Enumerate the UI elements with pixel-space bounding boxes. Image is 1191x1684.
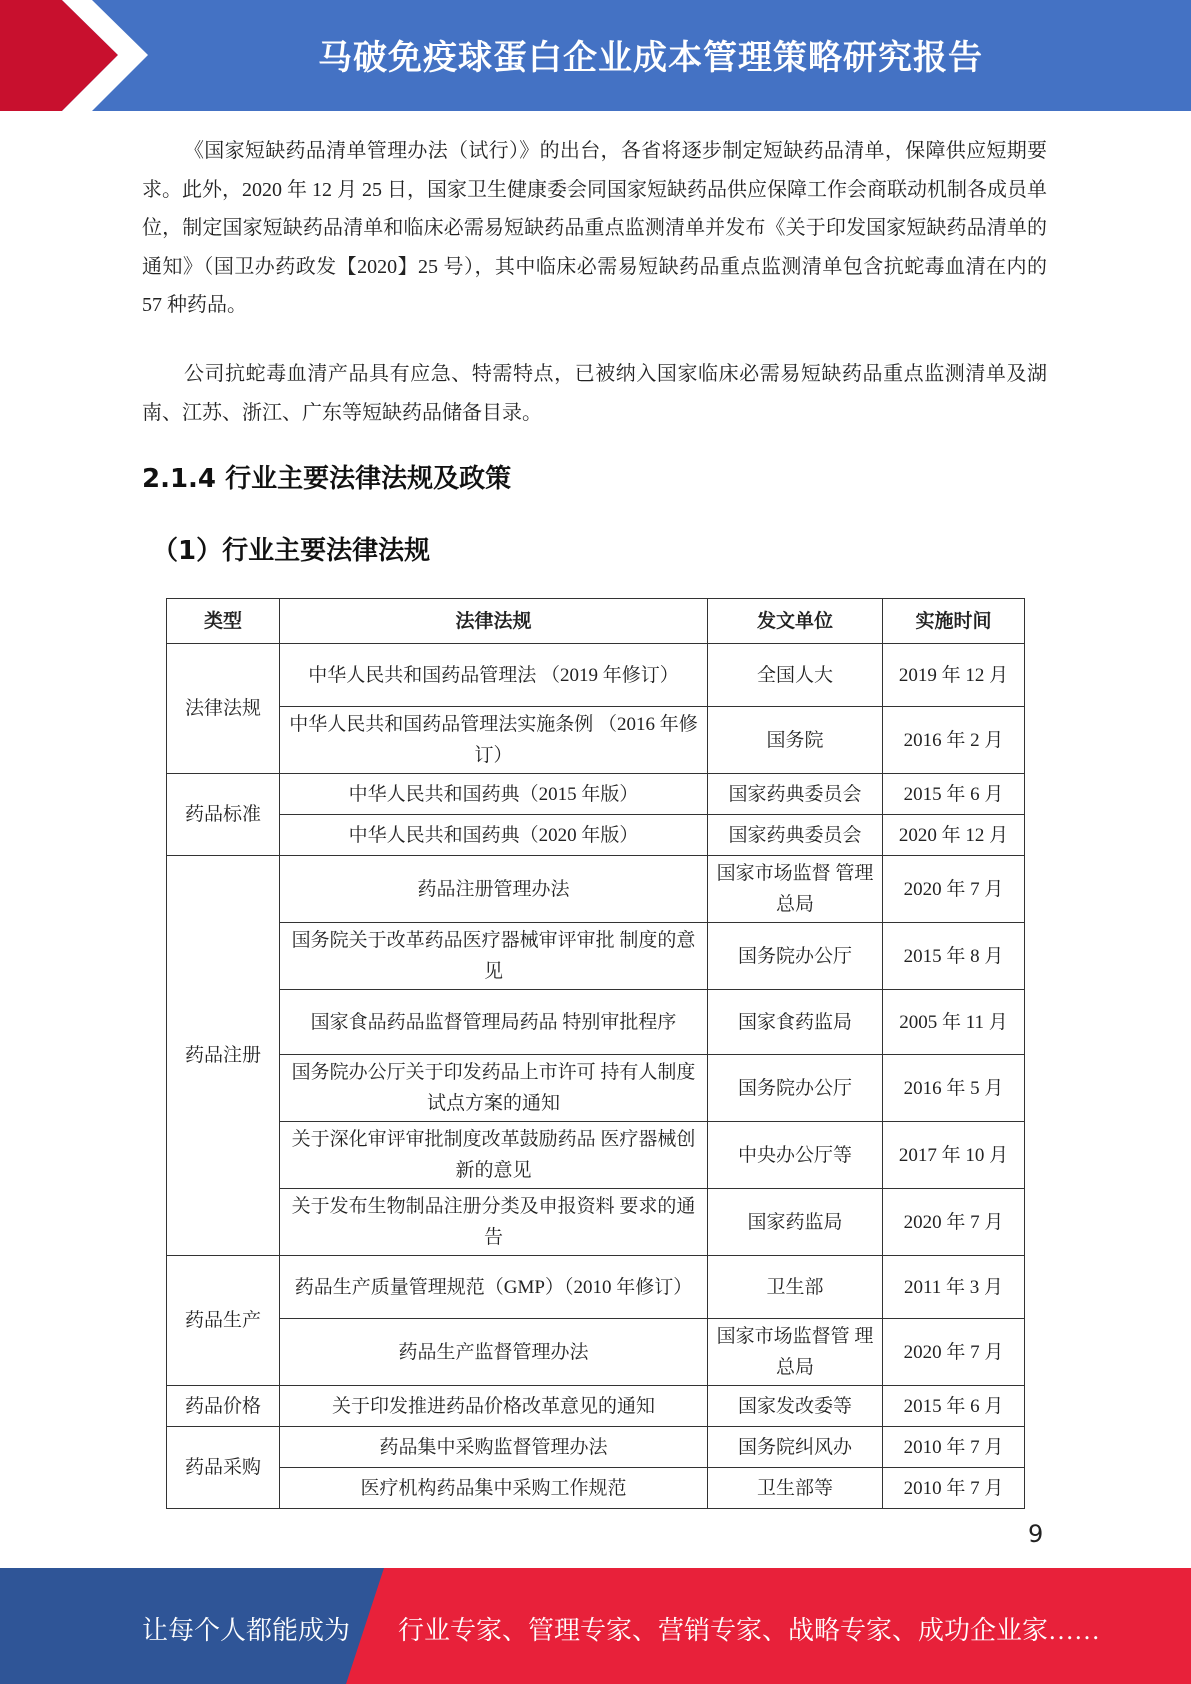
law-cell: 中华人民共和国药典（2015 年版） [280, 774, 708, 815]
table-row [167, 1122, 1025, 1189]
law-cell: 中华人民共和国药品管理法实施条例 （2016 年修订） [280, 707, 708, 774]
date-cell: 2017 年 10 月 [883, 1122, 1025, 1189]
type-cell: 药品注册 [167, 856, 280, 1256]
date-cell: 2020 年 7 月 [883, 1319, 1025, 1386]
sub-heading: （1）行业主要法律法规 [152, 536, 431, 566]
footer-slogan-right: 行业专家、管理专家、营销专家、战略专家、成功企业家…… [398, 1616, 1101, 1645]
table-row [167, 1319, 1025, 1386]
report-title: 马破免疫球蛋白企业成本管理策略研究报告 [318, 38, 983, 78]
date-cell: 2020 年 7 月 [883, 856, 1025, 923]
issuer-cell: 卫生部 [708, 1256, 883, 1319]
laws-table [166, 598, 1025, 1509]
law-cell: 药品生产质量管理规范（GMP）（2010 年修订） [280, 1256, 708, 1319]
section-heading: 2.1.4 行业主要法律法规及政策 [142, 464, 512, 494]
paragraph-company-product: 公司抗蛇毒血清产品具有应急、特需特点，已被纳入国家临床必需易短缺药品重点监测清单及湖南、江苏、浙江、广东等短缺药品储备目录。 [142, 363, 1047, 424]
date-cell: 2015 年 6 月 [883, 1386, 1025, 1427]
date-cell: 2016 年 5 月 [883, 1055, 1025, 1122]
law-cell: 中华人民共和国药典（2020 年版） [280, 815, 708, 856]
header-issuer: 发文单位 [708, 599, 883, 644]
issuer-cell: 国务院办公厅 [708, 1055, 883, 1122]
type-cell: 药品采购 [167, 1427, 280, 1509]
law-cell: 药品注册管理办法 [280, 856, 708, 923]
table-row [167, 1256, 1025, 1319]
table-row [167, 1055, 1025, 1122]
table-row [167, 1468, 1025, 1509]
page-footer [0, 1568, 1191, 1684]
issuer-cell: 国家药典委员会 [708, 815, 883, 856]
issuer-cell: 国家市场监督管 理总局 [708, 1319, 883, 1386]
law-cell: 国家食品药品监督管理局药品 特别审批程序 [280, 990, 708, 1055]
header-date: 实施时间 [883, 599, 1025, 644]
footer-slogan-left: 让每个人都能成为 [142, 1616, 351, 1645]
issuer-cell: 国务院办公厅 [708, 923, 883, 990]
issuer-cell: 国务院纠风办 [708, 1427, 883, 1468]
issuer-cell: 中央办公厅等 [708, 1122, 883, 1189]
table-row [167, 815, 1025, 856]
table-row [167, 1427, 1025, 1468]
issuer-cell: 国务院 [708, 707, 883, 774]
law-cell: 医疗机构药品集中采购工作规范 [280, 1468, 708, 1509]
table-row [167, 856, 1025, 923]
issuer-cell: 国家食药监局 [708, 990, 883, 1055]
date-cell: 2010 年 7 月 [883, 1427, 1025, 1468]
date-cell: 2011 年 3 月 [883, 1256, 1025, 1319]
date-cell: 2015 年 6 月 [883, 774, 1025, 815]
issuer-cell: 国家药监局 [708, 1189, 883, 1256]
page-number: 9 [1028, 1520, 1044, 1548]
issuer-cell: 全国人大 [708, 644, 883, 707]
law-cell: 国务院关于改革药品医疗器械审评审批 制度的意见 [280, 923, 708, 990]
date-cell: 2015 年 8 月 [883, 923, 1025, 990]
header-type: 类型 [167, 599, 280, 644]
paragraph-shortage-policy: 《国家短缺药品清单管理办法（试行）》的出台，各省将逐步制定短缺药品清单，保障供应短期要求。此外，2020 年 12 月 25 日，国家卫生健康委会同国家短缺药品供应保障工作会商联动机制各成员单位，制定国家短缺药品清单和临床必需易短缺药品重点监测清单并发布《关于印发国家短缺药品清单的通知》（国卫办药政发【2020】25 号），其中临床必需易短缺药品重点监测清单包含抗蛇毒血清在内的 57 种药品。 [142, 140, 1047, 316]
type-cell: 法律法规 [167, 644, 280, 774]
table-row [167, 774, 1025, 815]
law-cell: 中华人民共和国药品管理法 （2019 年修订） [280, 644, 708, 707]
law-cell: 药品集中采购监督管理办法 [280, 1427, 708, 1468]
issuer-cell: 国家发改委等 [708, 1386, 883, 1427]
table-row [167, 1386, 1025, 1427]
table-row [167, 1189, 1025, 1256]
header-law: 法律法规 [280, 599, 708, 644]
table-header-row [167, 599, 1025, 644]
date-cell: 2020 年 7 月 [883, 1189, 1025, 1256]
law-cell: 关于发布生物制品注册分类及申报资料 要求的通告 [280, 1189, 708, 1256]
date-cell: 2010 年 7 月 [883, 1468, 1025, 1509]
issuer-cell: 卫生部等 [708, 1468, 883, 1509]
date-cell: 2020 年 12 月 [883, 815, 1025, 856]
date-cell: 2005 年 11 月 [883, 990, 1025, 1055]
type-cell: 药品价格 [167, 1386, 280, 1427]
date-cell: 2019 年 12 月 [883, 644, 1025, 707]
law-cell: 国务院办公厅关于印发药品上市许可 持有人制度试点方案的通知 [280, 1055, 708, 1122]
table-row [167, 990, 1025, 1055]
table-row [167, 707, 1025, 774]
type-cell: 药品生产 [167, 1256, 280, 1386]
issuer-cell: 国家药典委员会 [708, 774, 883, 815]
issuer-cell: 国家市场监督 管理总局 [708, 856, 883, 923]
table-row [167, 644, 1025, 707]
law-cell: 药品生产监督管理办法 [280, 1319, 708, 1386]
law-cell: 关于印发推进药品价格改革意见的通知 [280, 1386, 708, 1427]
table-row [167, 923, 1025, 990]
type-cell: 药品标准 [167, 774, 280, 856]
law-cell: 关于深化审评审批制度改革鼓励药品 医疗器械创新的意见 [280, 1122, 708, 1189]
page-header [0, 0, 1191, 111]
date-cell: 2016 年 2 月 [883, 707, 1025, 774]
